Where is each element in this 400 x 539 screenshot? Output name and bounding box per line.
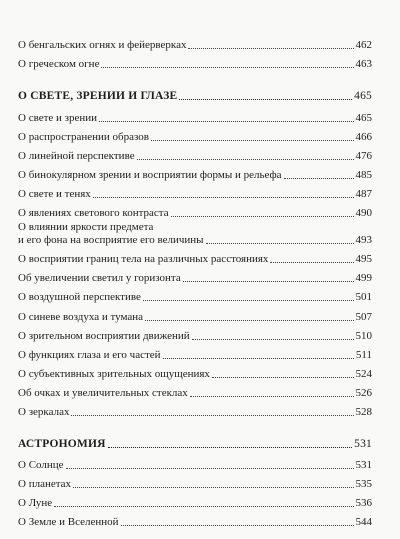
toc-entry [18,221,372,247]
toc-entry [18,150,372,163]
toc-page-number: 536 [355,497,372,509]
toc-entry-title: О функциях глаза и его частей [18,349,161,361]
section-title: АСТРОНОМИЯ [18,438,106,450]
toc-entry-title: О бинокулярном зрении и восприятии формы и рельефа [18,169,282,181]
toc-entry [18,291,372,304]
toc-entry-title: О восприятии границ тела на различных расстояниях [18,253,269,265]
toc-page-number: 526 [355,387,372,399]
toc-entry [18,478,372,491]
toc-entry-title: О греческом огне [18,58,100,70]
toc-entry-title: О планетах [18,478,72,490]
dot-leader [73,487,353,488]
toc-entry-title: Об очках и увеличительных стеклах [18,387,188,399]
toc-page-number: 531 [354,438,372,450]
toc-entry-title: О субъективных зрительных ощущениях [18,368,210,380]
dot-leader [163,358,354,359]
toc-entry-title: О воздушной перспективе [18,291,141,303]
dot-leader [71,415,353,416]
toc-entry [18,169,372,182]
dot-leader [108,447,353,448]
toc-entry-title: О линейной перспективе [18,150,135,162]
dot-leader [137,159,354,160]
dot-leader [188,48,353,49]
toc-page-number: 490 [355,207,372,219]
dot-leader [121,525,354,526]
dot-leader [143,300,354,301]
dot-leader [190,396,354,397]
toc-page-number: 507 [355,311,372,323]
toc-page-number: 528 [355,406,372,418]
toc-page-number: 476 [355,150,372,162]
toc-entry-title-line: О влиянии яркости предмета [18,221,154,233]
dot-leader [145,320,353,321]
dot-leader [206,243,354,244]
dot-leader [93,197,354,198]
toc-page-number: 485 [355,169,372,181]
toc-entry [18,112,372,125]
section-title: О СВЕТЕ, ЗРЕНИИ И ГЛАЗЕ [18,90,178,102]
toc-entry [18,39,372,52]
toc-entry [18,311,372,324]
toc-page-number: 466 [355,131,372,143]
toc-entry-title: О свете и зрении [18,112,98,124]
toc-entry [18,131,372,144]
dot-leader [192,339,354,340]
toc-entry [18,253,372,266]
toc-page-number: 499 [355,272,372,284]
toc-page-number: 465 [354,90,372,102]
toc-entry [18,459,372,472]
toc-entry-title: О явлениях светового контраста [18,207,169,219]
toc-entry-title-line: и его фона на восприятие его величины [18,234,204,246]
dot-leader [54,506,353,507]
toc-entry [18,368,372,381]
toc-page-number: 535 [355,478,372,490]
toc-entry-title: О синеве воздуха и тумана [18,311,144,323]
dot-leader [171,216,354,217]
toc-entry [18,207,372,220]
toc-section-heading [18,438,372,451]
toc-entry [18,406,372,419]
toc-entry-title: О свете и тенях [18,188,91,200]
dot-leader [284,178,354,179]
toc-entry-title: О зеркалах [18,406,70,418]
toc-entry-title: Об увеличении светил у горизонта [18,272,181,284]
toc-entry [18,497,372,510]
toc-page-number: 544 [355,516,372,528]
toc-page-number: 462 [355,39,372,51]
toc-entry-title: О Солнце [18,459,64,471]
dot-leader [212,377,354,378]
toc-entry [18,330,372,343]
dot-leader [66,468,354,469]
toc-entry [18,58,372,71]
toc-page-number: 501 [355,291,372,303]
toc-page-number: 510 [355,330,372,342]
toc-page-number: 495 [355,253,372,265]
toc-entry [18,188,372,201]
dot-leader [101,67,353,68]
toc-page-number: 487 [355,188,372,200]
toc-page-number: 493 [355,234,372,246]
toc-page-number: 511 [355,349,372,361]
toc-page-number: 531 [355,459,372,471]
toc-entry-title [18,221,204,247]
dot-leader [99,121,353,122]
toc-entry-title: О бенгальских огнях и фейерверках [18,39,187,51]
toc-entry-title: О Луне [18,497,53,509]
toc-entry [18,387,372,400]
toc-entry-title: О распространении образов [18,131,149,143]
toc-entry [18,516,372,529]
dot-leader [179,99,352,100]
toc-page-number: 463 [355,58,372,70]
toc-page-number: 465 [355,112,372,124]
toc-entry-title: О зрительном восприятии движений [18,330,190,342]
dot-leader [151,140,354,141]
dot-leader [183,281,354,282]
toc-entry [18,349,372,362]
toc-page-number: 524 [355,368,372,380]
toc-entry-title: О Земле и Вселенной [18,516,119,528]
dot-leader [270,262,353,263]
toc-entry [18,272,372,285]
toc-section-heading [18,90,372,103]
